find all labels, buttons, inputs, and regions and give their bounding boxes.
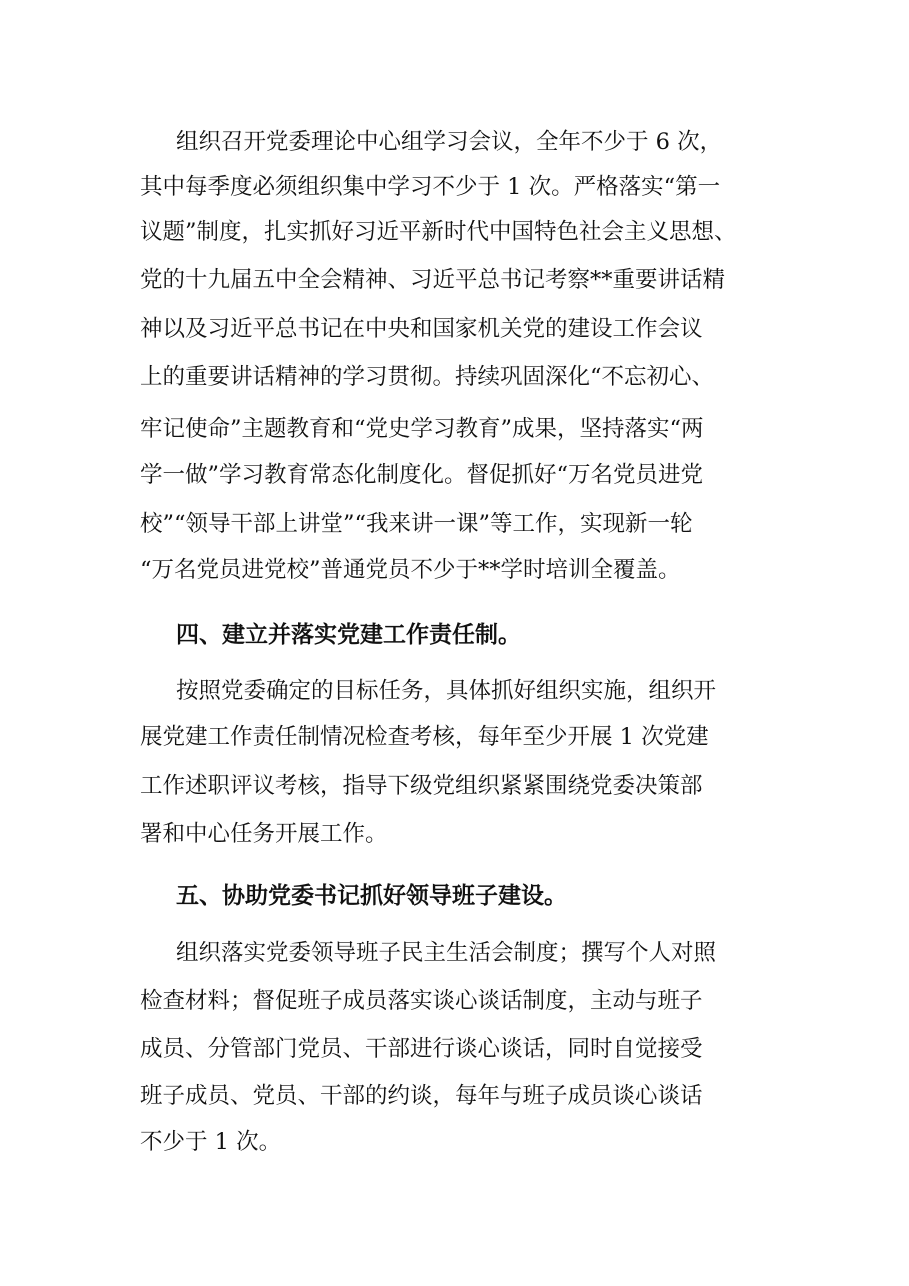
paragraph-1-line-9: 校”“领导干部上讲堂”“我来讲一课”等工作，实现新一轮 xyxy=(140,511,693,537)
paragraph-2-line-3: 工作述职评议考核，指导下级党组织紧紧围绕党委决策部 xyxy=(140,773,703,799)
paragraph-3-line-1: 组织落实党委领导班子民主生活会制度；撰写个人对照 xyxy=(176,940,717,966)
paragraph-3-line-5: 不少于 1 次。 xyxy=(140,1129,282,1155)
paragraph-1-line-5: 神以及习近平总书记在中央和国家机关党的建设工作会议 xyxy=(140,316,703,342)
paragraph-3-line-2: 检查材料；督促班子成员落实谈心谈话制度，主动与班子 xyxy=(140,988,703,1014)
paragraph-2-line-1: 按照党委确定的目标任务，具体抓好组织实施，组织开 xyxy=(176,678,717,704)
paragraph-1-line-8: 学一做”学习教育常态化制度化。督促抓好“万名党员进党 xyxy=(140,462,704,488)
section-heading-5: 五、协助党委书记抓好领导班子建设。 xyxy=(176,883,567,909)
section-heading-4: 四、建立并落实党建工作责任制。 xyxy=(176,622,521,648)
paragraph-1-line-1: 组织召开党委理论中心组学习会议，全年不少于 6 次， xyxy=(176,129,723,155)
paragraph-1-line-2: 其中每季度必须组织集中学习不少于 1 次。严格落实“第一 xyxy=(140,174,721,200)
paragraph-1-line-3: 议题”制度，扎实抓好习近平新时代中国特色社会主义思想、 xyxy=(140,219,737,245)
paragraph-3-line-4: 班子成员、党员、干部的约谈，每年与班子成员谈心谈话 xyxy=(140,1083,703,1109)
paragraph-2-line-4: 署和中心任务开展工作。 xyxy=(140,821,388,847)
paragraph-1-line-6: 上的重要讲话精神的学习贯彻。持续巩固深化“不忘初心、 xyxy=(140,364,715,390)
paragraph-3-line-3: 成员、分管部门党员、干部进行谈心谈话，同时自觉接受 xyxy=(140,1036,703,1062)
paragraph-1-line-4: 党的十九届五中全会精神、习近平总书记考察**重要讲话精 xyxy=(140,267,726,293)
paragraph-2-line-2: 展党建工作责任制情况检查考核，每年至少开展 1 次党建 xyxy=(140,724,709,750)
paragraph-1-line-7: 牢记使命”主题教育和“党史学习教育”成果，坚持落实“两 xyxy=(140,416,704,442)
paragraph-1-line-10: “万名党员进党校”普通党员不少于**学时培训全覆盖。 xyxy=(140,557,681,583)
